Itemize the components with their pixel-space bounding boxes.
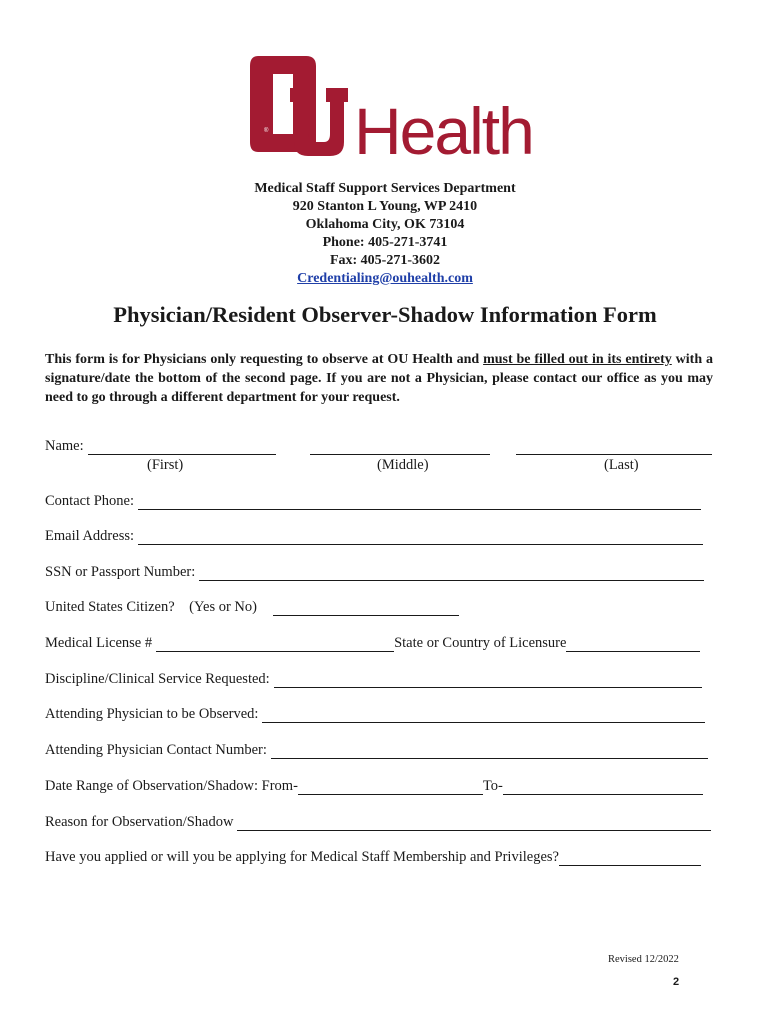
email-address-field[interactable]	[138, 529, 703, 545]
phone-number: Phone: 405-271-3741	[322, 235, 448, 250]
intro-text-1: This form is for Physicians only requesting to observe at OU Health and	[45, 352, 484, 367]
attending-row	[45, 706, 705, 723]
first-caption: (First)	[147, 457, 184, 473]
fax-number: Fax: 405-271-3602	[329, 253, 441, 268]
last-caption: (Last)	[604, 457, 639, 473]
licensure-field[interactable]	[566, 636, 700, 652]
logo-wordmark: Health	[354, 94, 533, 158]
attending-field[interactable]	[262, 707, 705, 723]
date-range-row	[45, 778, 703, 795]
date-to-label: To-	[482, 778, 503, 794]
attending-contact-row	[45, 742, 708, 759]
svg-text:®: ®	[264, 128, 269, 134]
page-number: 2	[673, 976, 680, 988]
city-state-zip: Oklahoma City, OK 73104	[305, 217, 465, 232]
intro-text-2: with a signature/date the bottom of the second page. If you are not a Physician, please contact our office as you may need to go through a different department for your request.	[45, 352, 713, 405]
ou-health-logo	[250, 52, 575, 158]
licensure-label: State or Country of Licensure	[394, 635, 567, 651]
contact-phone-label: Contact Phone:	[45, 493, 135, 509]
membership-row	[45, 849, 701, 866]
contact-phone-field[interactable]	[138, 494, 701, 510]
intro-paragraph	[45, 350, 713, 407]
reason-row	[45, 814, 711, 831]
first-name-field[interactable]	[88, 439, 276, 455]
revised-date: Revised 12/2022	[608, 954, 679, 965]
street-address: 920 Stanton L Young, WP 2410	[292, 199, 478, 214]
address-block	[0, 180, 770, 288]
department-name: Medical Staff Support Services Department	[254, 181, 516, 196]
ssn-field[interactable]	[199, 565, 704, 581]
intro-emphasis: must be filled out in its entirety	[483, 352, 672, 367]
citizen-field[interactable]	[273, 600, 459, 616]
name-label: Name:	[45, 438, 84, 454]
license-row	[45, 635, 700, 652]
membership-field[interactable]	[559, 850, 701, 866]
attending-contact-label: Attending Physician Contact Number:	[45, 742, 267, 758]
membership-label: Have you applied or will you be applying for Medical Staff Membership and Privileges?	[45, 849, 559, 865]
middle-name-field[interactable]	[310, 439, 490, 455]
date-from-field[interactable]	[298, 779, 483, 795]
date-to-field[interactable]	[503, 779, 703, 795]
email-address-row	[45, 528, 703, 545]
citizen-label: United States Citizen? (Yes or No)	[45, 599, 257, 615]
license-number-field[interactable]	[156, 636, 394, 652]
email-address-label: Email Address:	[45, 528, 135, 544]
date-range-label: Date Range of Observation/Shadow: From-	[45, 778, 298, 794]
form-title: Physician/Resident Observer-Shadow Information Form	[113, 302, 657, 327]
attending-label: Attending Physician to be Observed:	[45, 706, 259, 722]
ssn-label: SSN or Passport Number:	[45, 564, 196, 580]
attending-contact-field[interactable]	[271, 743, 708, 759]
reason-field[interactable]	[237, 815, 711, 831]
name-row	[45, 438, 712, 455]
discipline-label: Discipline/Clinical Service Requested:	[45, 671, 270, 687]
last-name-field[interactable]	[516, 439, 712, 455]
discipline-field[interactable]	[274, 672, 702, 688]
middle-caption: (Middle)	[377, 457, 429, 473]
ssn-row	[45, 564, 704, 581]
citizen-row	[45, 599, 459, 616]
email-link[interactable]: Credentialing@ouhealth.com	[297, 271, 473, 286]
reason-label: Reason for Observation/Shadow	[45, 814, 234, 830]
license-label: Medical License #	[45, 635, 153, 651]
contact-phone-row	[45, 493, 701, 510]
discipline-row	[45, 671, 702, 688]
